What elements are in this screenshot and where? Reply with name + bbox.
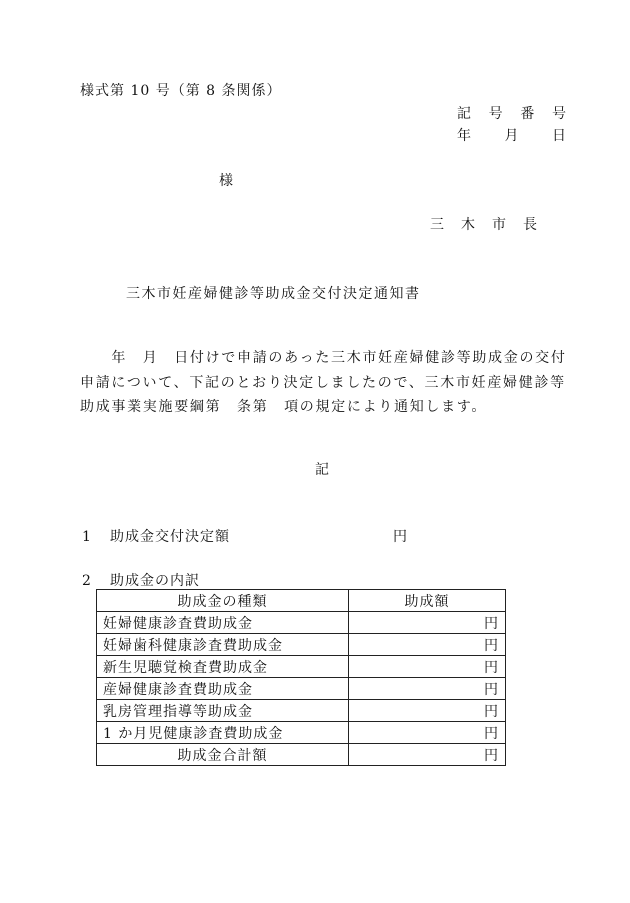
issuer-char: 長 [523,217,538,233]
issuer-char: 三 [430,217,445,233]
table-row [97,678,506,700]
table-row [97,700,506,722]
table-row [97,722,506,744]
issue-date [457,125,567,145]
reference-char: 記 [457,106,472,122]
reference-char: 号 [551,106,567,122]
breakdown-table [96,589,506,766]
row-type: 1 か月児健康診査費助成金 [97,722,349,744]
item-1-label: 助成金交付決定額 [110,529,230,545]
row-amount: 円 [349,700,506,722]
table-row [97,656,506,678]
row-amount: 円 [349,656,506,678]
ki-heading: 記 [315,462,330,478]
form-number: 様式第 10 号（第 8 条関係） [80,83,282,99]
table-header-row [97,590,506,612]
issuer-char: 木 [461,217,476,233]
item-1 [82,526,230,546]
row-amount: 円 [349,634,506,656]
header-type: 助成金の種類 [97,590,349,612]
row-amount: 円 [349,612,506,634]
row-type: 乳房管理指導等助成金 [97,700,349,722]
table-row [97,612,506,634]
item-2-label: 助成金の内訳 [110,573,200,589]
reference-char: 号 [488,106,504,122]
header-amount: 助成額 [349,590,506,612]
row-amount: 円 [349,722,506,744]
row-type: 産婦健康診査費助成金 [97,678,349,700]
issuer-char: 市 [492,217,507,233]
reference-char: 番 [520,106,536,122]
issuer [430,214,538,234]
date-day-label: 日 [552,128,567,144]
row-amount: 円 [349,678,506,700]
row-type: 新生児聴覚検査費助成金 [97,656,349,678]
document-title: 三木市妊産婦健診等助成金交付決定通知書 [126,286,421,302]
total-label: 助成金合計額 [97,744,349,766]
row-type: 妊婦健康診査費助成金 [97,612,349,634]
table-total-row [97,744,506,766]
item-2-number: 2 [82,573,92,589]
body-line: 申請について、下記のとおり決定しましたので、三木市妊産婦健診等 [80,374,566,391]
date-year-label: 年 [457,128,472,144]
total-amount: 円 [349,744,506,766]
body-line: 年 月 日付けで申請のあった三木市妊産婦健診等助成金の交付 [80,350,567,366]
reference-number [457,103,567,123]
body-text [80,346,566,420]
row-type: 妊婦歯科健康診査費助成金 [97,634,349,656]
date-month-label: 月 [504,128,520,144]
item-1-unit: 円 [393,529,408,545]
addressee-honorific: 様 [219,173,234,189]
table-row [97,634,506,656]
item-2 [82,570,200,590]
item-1-number: 1 [82,529,92,545]
body-line: 助成事業実施要綱第 条第 項の規定により通知します。 [80,399,488,415]
